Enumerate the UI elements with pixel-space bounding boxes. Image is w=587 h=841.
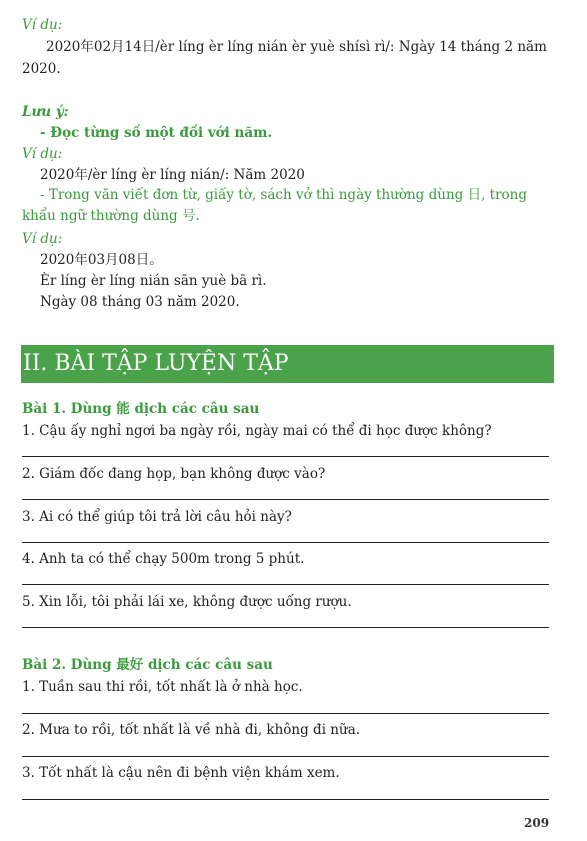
example-label: Ví dụ: — [22, 231, 63, 247]
answer-line — [22, 584, 549, 585]
exercise-item: 4. Anh ta có thể chạy 500m trong 5 phút. — [22, 551, 305, 567]
answer-line — [22, 499, 549, 500]
exercise-item: 5. Xin lỗi, tôi phải lái xe, không được uống rượu. — [22, 594, 352, 610]
exercise-item: 1. Cậu ấy nghỉ ngơi ba ngày rồi, ngày mai có thể đi học được không? — [22, 423, 492, 439]
exercise-item: 2. Mưa to rồi, tốt nhất là về nhà đi, không đi nữa. — [22, 722, 361, 738]
example-line: Ngày 08 tháng 03 năm 2020. — [40, 294, 240, 310]
example-label: Ví dụ: — [22, 17, 63, 33]
example-line: 2020年/èr líng èr líng nián/: Năm 2020 — [40, 167, 305, 183]
example-line-cont: 2020. — [22, 61, 61, 77]
answer-line — [22, 799, 549, 800]
answer-line — [22, 627, 549, 628]
answer-line — [22, 456, 549, 457]
answer-line — [22, 756, 549, 757]
note-point-1: - Đọc từng số một đối với năm. — [40, 125, 273, 141]
exercise-heading: Bài 1. Dùng 能 dịch các câu sau — [22, 401, 260, 417]
section-title: II. BÀI TẬP LUYỆN TẬP — [23, 351, 289, 376]
answer-line — [22, 542, 549, 543]
example-label: Ví dụ: — [22, 146, 63, 162]
page-number: 209 — [524, 816, 550, 830]
exercise-item: 2. Giám đốc đang họp, bạn không được vào? — [22, 466, 326, 482]
exercise-item: 3. Ai có thể giúp tôi trả lời câu hỏi này? — [22, 509, 292, 525]
example-line: 2020年03月08日。 — [40, 252, 163, 268]
section-banner — [21, 345, 554, 383]
exercise-item: 1. Tuần sau thi rồi, tốt nhất là ở nhà học. — [22, 679, 303, 695]
example-line: 2020年02月14日/èr líng èr líng nián èr yuè shísì rì/: Ngày 14 tháng 2 năm — [46, 39, 547, 55]
exercise-heading: Bài 2. Dùng 最好 dịch các câu sau — [22, 657, 273, 673]
note-point-2: - Trong văn viết đơn từ, giấy tờ, sách vở thì ngày thường dùng 日, trong khẩu ngữ thường dùng 号. — [22, 187, 527, 224]
note-label: Lưu ý: — [22, 104, 69, 120]
answer-line — [22, 713, 549, 714]
example-line: Èr líng èr líng nián sān yuè bā rì. — [40, 273, 267, 289]
exercise-item: 3. Tốt nhất là cậu nên đi bệnh viện khám xem. — [22, 765, 340, 781]
